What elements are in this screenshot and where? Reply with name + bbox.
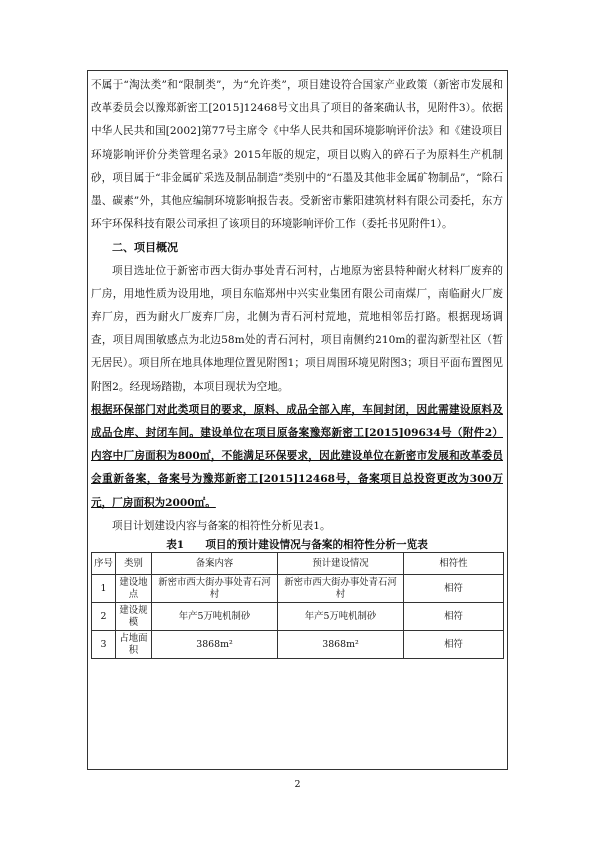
section-heading: 二、项目概况 xyxy=(112,241,178,255)
cell-category: 占地面积 xyxy=(116,631,152,659)
cell-match: 相符 xyxy=(404,631,504,659)
comparison-table xyxy=(91,552,504,659)
cell-match: 相符 xyxy=(404,603,504,631)
cell-record: 3868m² xyxy=(152,631,278,659)
cell-record: 年产5万吨机制砂 xyxy=(152,603,278,631)
table-header-row xyxy=(92,553,504,575)
cell-plan: 新密市西大街办事处青石河村 xyxy=(278,575,404,603)
paragraph-emphasis: 根据环保部门对此类项目的要求，原料、成品全部入库，车间封闭，因此需建设原料及成品仓库、封闭车间。建设单位在项目原备案豫郑新密工[2015]09634号（附件2）内容中厂房面积为800㎡，不能满足环保要求，因此建设单位在新密市发展和改革委员会重新备案，备案号为豫郑新密工[2015]12468号，备案项目总投资更改为300万元，厂房面积为2000㎡。 xyxy=(91,403,503,509)
header-match: 相符性 xyxy=(404,553,504,575)
header-record: 备案内容 xyxy=(152,553,278,575)
paragraph-overview: 项目选址位于新密市西大街办事处青石河村，占地原为密县特种耐火材料厂废弃的厂房，用地性质为设用地，项目东临郑州中兴实业集团有限公司南煤厂，南临耐火厂废弃厂房，西为耐火厂废弃厂房，北侧为青石河村荒地，荒地相邻岳打路。根据现场调查，项目周围敏感点为北边58m处的青石河村，项目南侧约210m的翟沟新型社区（暂无居民）。项目所在地具体地理位置见附图1；项目周围环境见附图3；项目平面布置图见附图2。经现场踏勘，本项目现状为空地。 xyxy=(91,264,503,393)
cell-no: 1 xyxy=(92,575,116,603)
page-number: 2 xyxy=(294,779,301,790)
header-no: 序号 xyxy=(92,553,116,575)
document-body xyxy=(91,74,503,659)
cell-plan: 3868m² xyxy=(278,631,404,659)
cell-no: 2 xyxy=(92,603,116,631)
table-row xyxy=(92,631,504,659)
header-category: 类别 xyxy=(116,553,152,575)
cell-plan: 年产5万吨机制砂 xyxy=(278,603,404,631)
cell-no: 3 xyxy=(92,631,116,659)
table-row xyxy=(92,575,504,603)
cell-category: 建设地点 xyxy=(116,575,152,603)
table-row xyxy=(92,603,504,631)
paragraph-table-intro: 项目计划建设内容与备案的相符性分析见表1。 xyxy=(112,519,331,532)
cell-record: 新密市西大街办事处青石河村 xyxy=(152,575,278,603)
table-caption: 表1 项目的预计建设情况与备案的相符性分析一览表 xyxy=(166,539,428,552)
paragraph-policy: 不属于“淘汰类”和“限制类”，为“允许类”，项目建设符合国家产业政策（新密市发展和改革委员会以豫郑新密工[2015]12468号文出具了项目的备案确认书，见附件3）。依据中华人民共和国[2002]第77号主席令《中华人民共和国环境影响评价法》和《建设项目环境影响评价分类管理名录》2015年版的规定，项目以购入的碎石子为原料生产机制砂，项目属于“非金属矿采选及制品制造”类别中的“石墨及其他非金属矿物制品”，“除石墨、碳素”外，其他应编制环境影响报告表。受新密市紫阳建筑材料有限公司委托，东方环宇环保科技有限公司承担了该项目的环境影响评价工作（委托书见附件1）。 xyxy=(91,79,503,231)
cell-category: 建设规模 xyxy=(116,603,152,631)
header-plan: 预计建设情况 xyxy=(278,553,404,575)
cell-match: 相符 xyxy=(404,575,504,603)
